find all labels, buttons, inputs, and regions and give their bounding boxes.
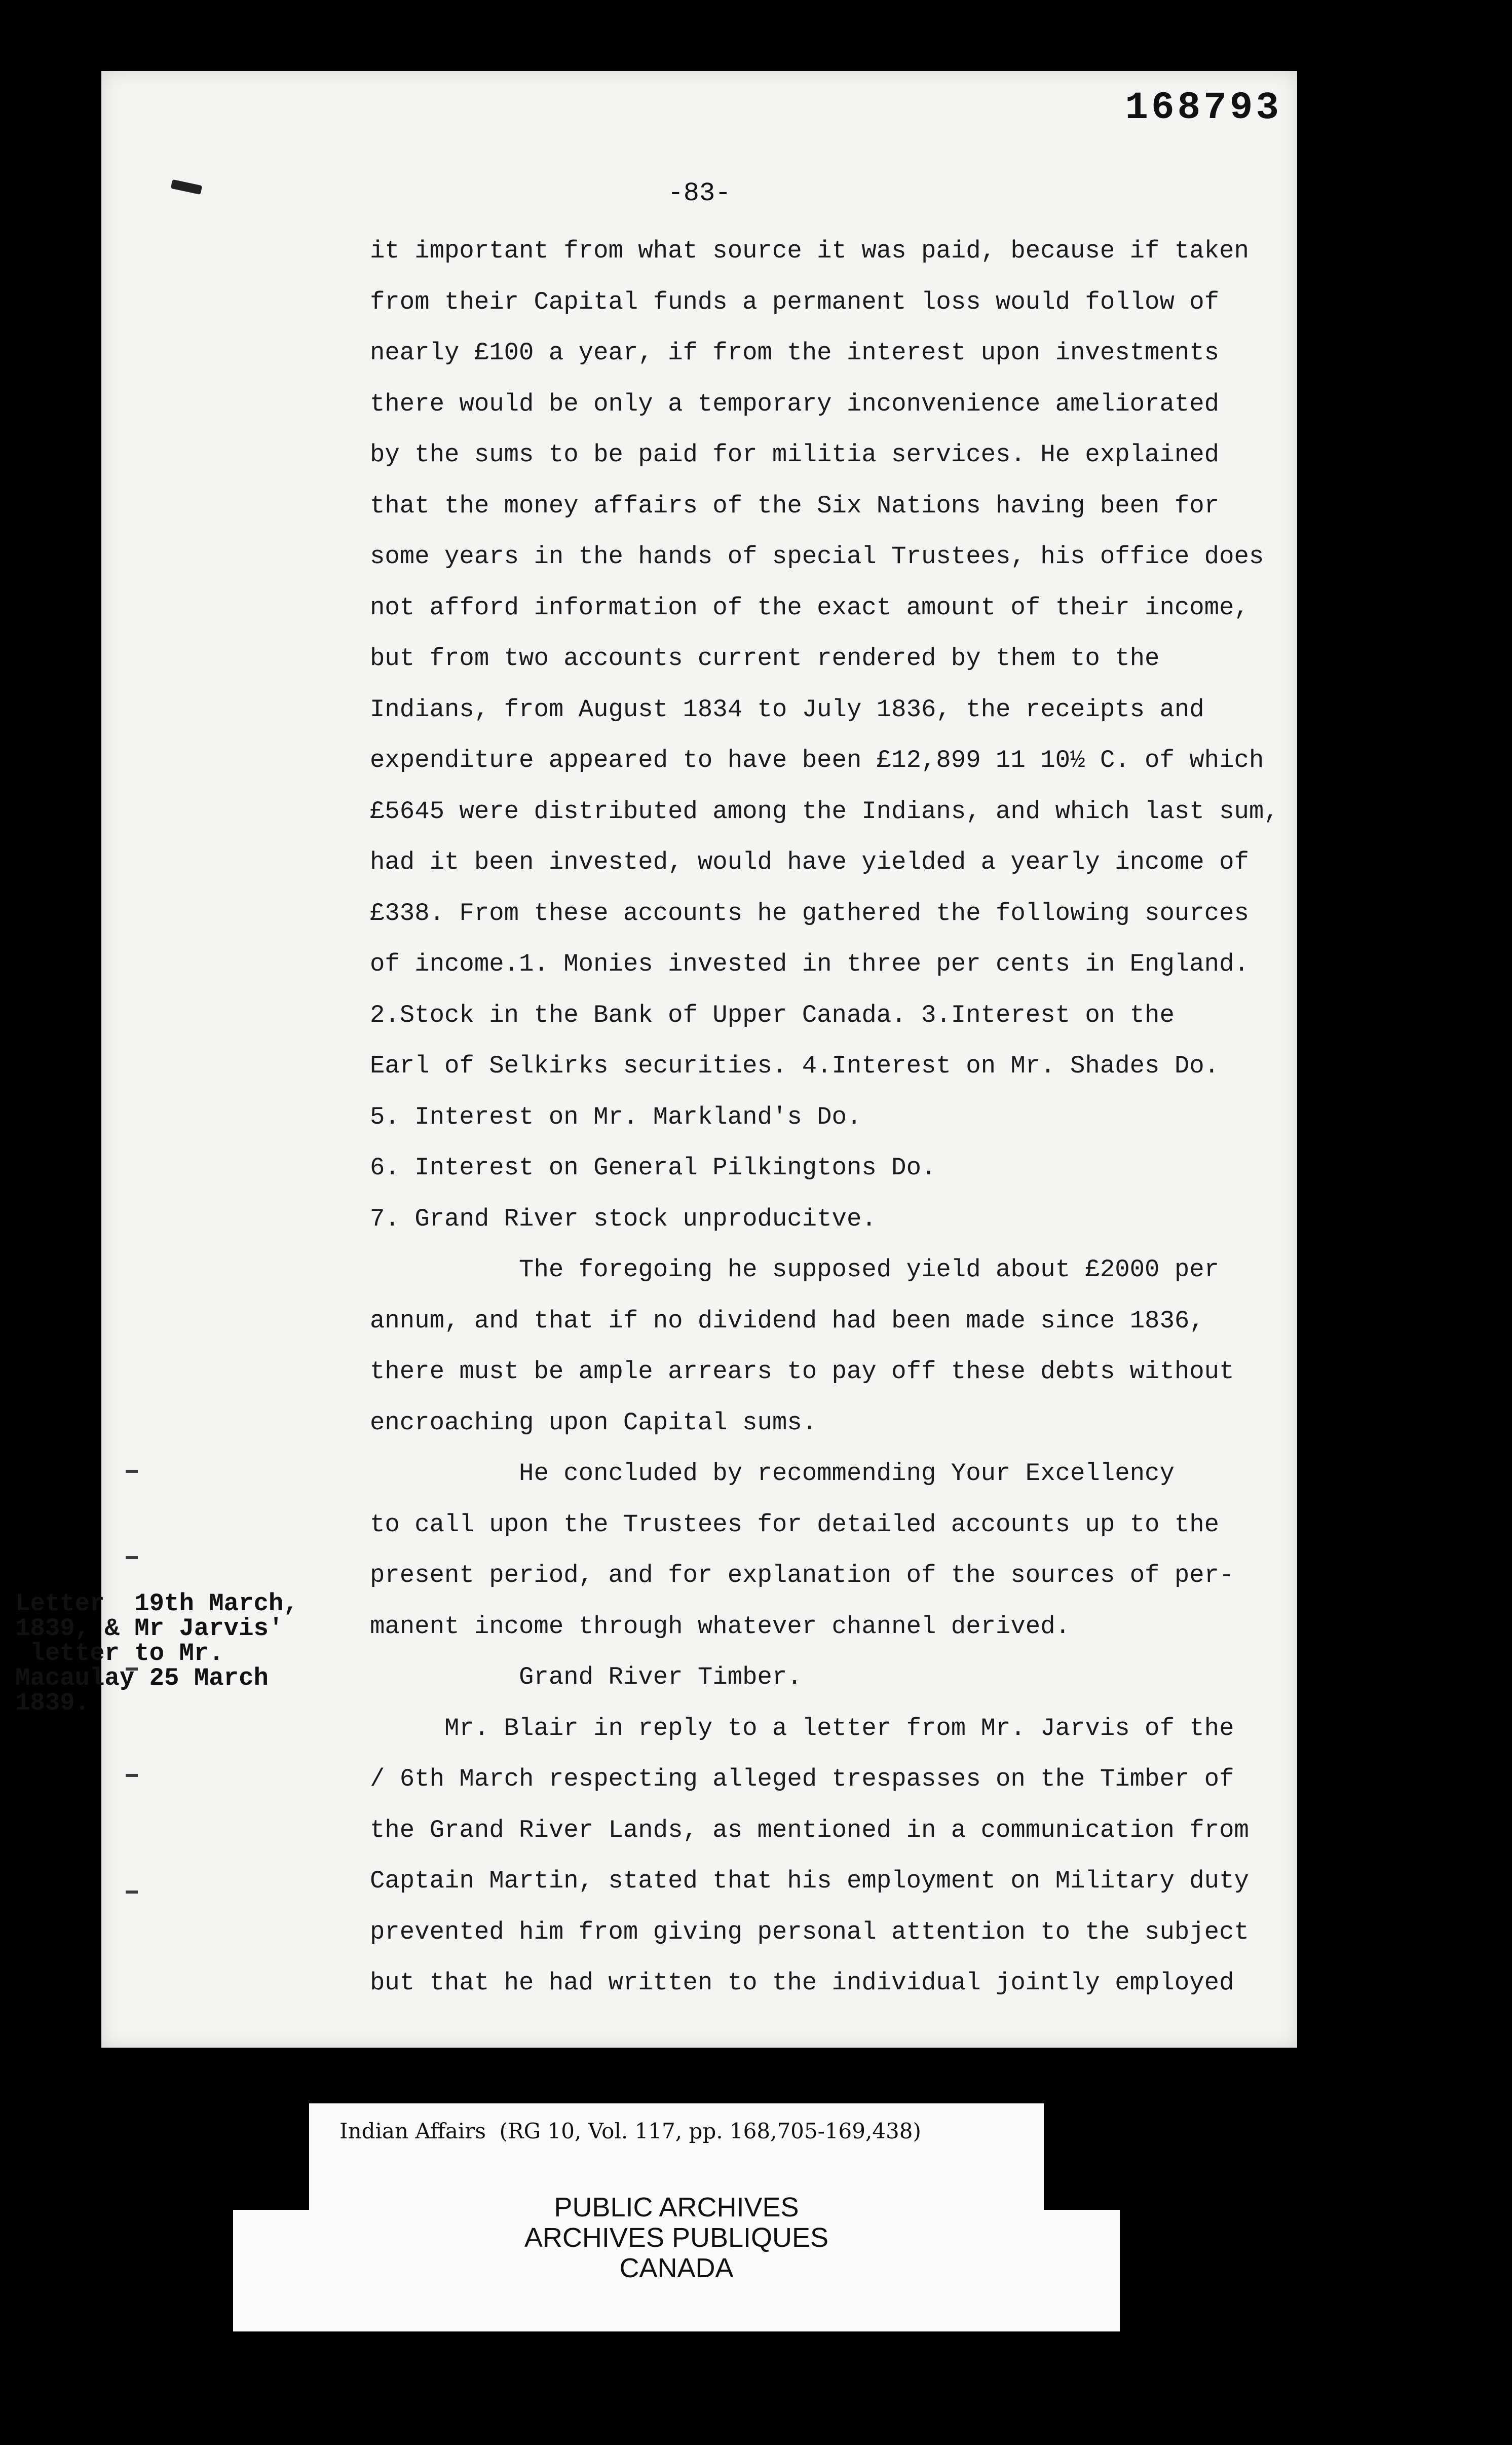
archives-name-country: CANADA (619, 2253, 734, 2283)
margin-note-line: letter to Mr. (15, 1639, 224, 1668)
body-line: £338. From these accounts he gathered the following sources (370, 899, 1249, 928)
body-line: some years in the hands of special Trustees, his office does (370, 542, 1264, 571)
body-line: Indians, from August 1834 to July 1836, the receipts and (370, 695, 1204, 724)
body-line: The foregoing he supposed yield about £2000 per (370, 1255, 1220, 1284)
archives-name-english: PUBLIC ARCHIVES (554, 2192, 799, 2222)
body-line: Grand River Timber. (370, 1663, 802, 1691)
body-line: £5645 were distributed among the Indians, and which last sum, (370, 797, 1279, 826)
body-line: but from two accounts current rendered by them to the (370, 644, 1160, 673)
archives-name-french: ARCHIVES PUBLIQUES (524, 2222, 829, 2253)
body-line: there would be only a temporary inconvenience ameliorated (370, 389, 1220, 418)
archives-name (233, 2192, 1120, 2283)
margin-tick-marks (126, 1470, 146, 1977)
body-line: Mr. Blair in reply to a letter from Mr. Jarvis of the (370, 1714, 1234, 1743)
body-line: prevented him from giving personal attention to the subject (370, 1917, 1249, 1946)
body-line: 6. Interest on General Pilkingtons Do. (370, 1154, 936, 1182)
margin-note-line: 1839, & Mr Jarvis' (15, 1614, 284, 1643)
document-page (101, 71, 1297, 2048)
frame-number: 168793 (1125, 86, 1282, 130)
archive-label (233, 2103, 1120, 2331)
body-line: it important from what source it was paid, because if taken (370, 237, 1249, 265)
margin-note-line: 1839. (15, 1689, 90, 1717)
body-line: manent income through whatever channel derived. (370, 1612, 1071, 1641)
body-line: by the sums to be paid for militia services. He explained (370, 440, 1220, 469)
body-line: nearly £100 a year, if from the interest upon investments (370, 339, 1220, 367)
margin-note-line: Letter 19th March, (15, 1589, 298, 1618)
margin-note (15, 1591, 298, 1716)
body-text (370, 226, 1277, 2009)
body-line: not afford information of the exact amount of their income, (370, 593, 1249, 622)
body-line: to call upon the Trustees for detailed accounts up to the (370, 1510, 1220, 1539)
body-line: but that he had written to the individual jointly employed (370, 1969, 1234, 1997)
body-line: expenditure appeared to have been £12,899 11 10½ C. of which (370, 746, 1264, 774)
body-line: of income.1. Monies invested in three per cents in England. (370, 950, 1249, 978)
body-line: 5. Interest on Mr. Markland's Do. (370, 1102, 862, 1131)
body-line: Captain Martin, stated that his employment on Military duty (370, 1867, 1249, 1895)
body-line: from their Capital funds a permanent loss would follow of (370, 287, 1220, 316)
body-line: that the money affairs of the Six Nations having been for (370, 491, 1220, 520)
archive-citation: Indian Affairs (RG 10, Vol. 117, pp. 168,705-169,438) (339, 2119, 921, 2143)
body-line: 2.Stock in the Bank of Upper Canada. 3.Interest on the (370, 1001, 1175, 1029)
body-line: / 6th March respecting alleged trespasses on the Timber of (370, 1765, 1234, 1793)
margin-note-line: Macaulay 25 March (15, 1664, 269, 1692)
page-number: -83- (667, 178, 731, 208)
body-line: He concluded by recommending Your Excellency (370, 1459, 1175, 1488)
body-line: annum, and that if no dividend had been made since 1836, (370, 1306, 1204, 1335)
body-line: the Grand River Lands, as mentioned in a communication from (370, 1816, 1249, 1844)
body-line: there must be ample arrears to pay off these debts without (370, 1357, 1234, 1386)
body-line: 7. Grand River stock unproducitve. (370, 1204, 877, 1233)
body-line: Earl of Selkirks securities. 4.Interest on Mr. Shades Do. (370, 1052, 1220, 1080)
body-line: encroaching upon Capital sums. (370, 1408, 817, 1437)
body-line: present period, and for explanation of the sources of per- (370, 1561, 1234, 1589)
body-line: had it been invested, would have yielded a yearly income of (370, 848, 1249, 876)
